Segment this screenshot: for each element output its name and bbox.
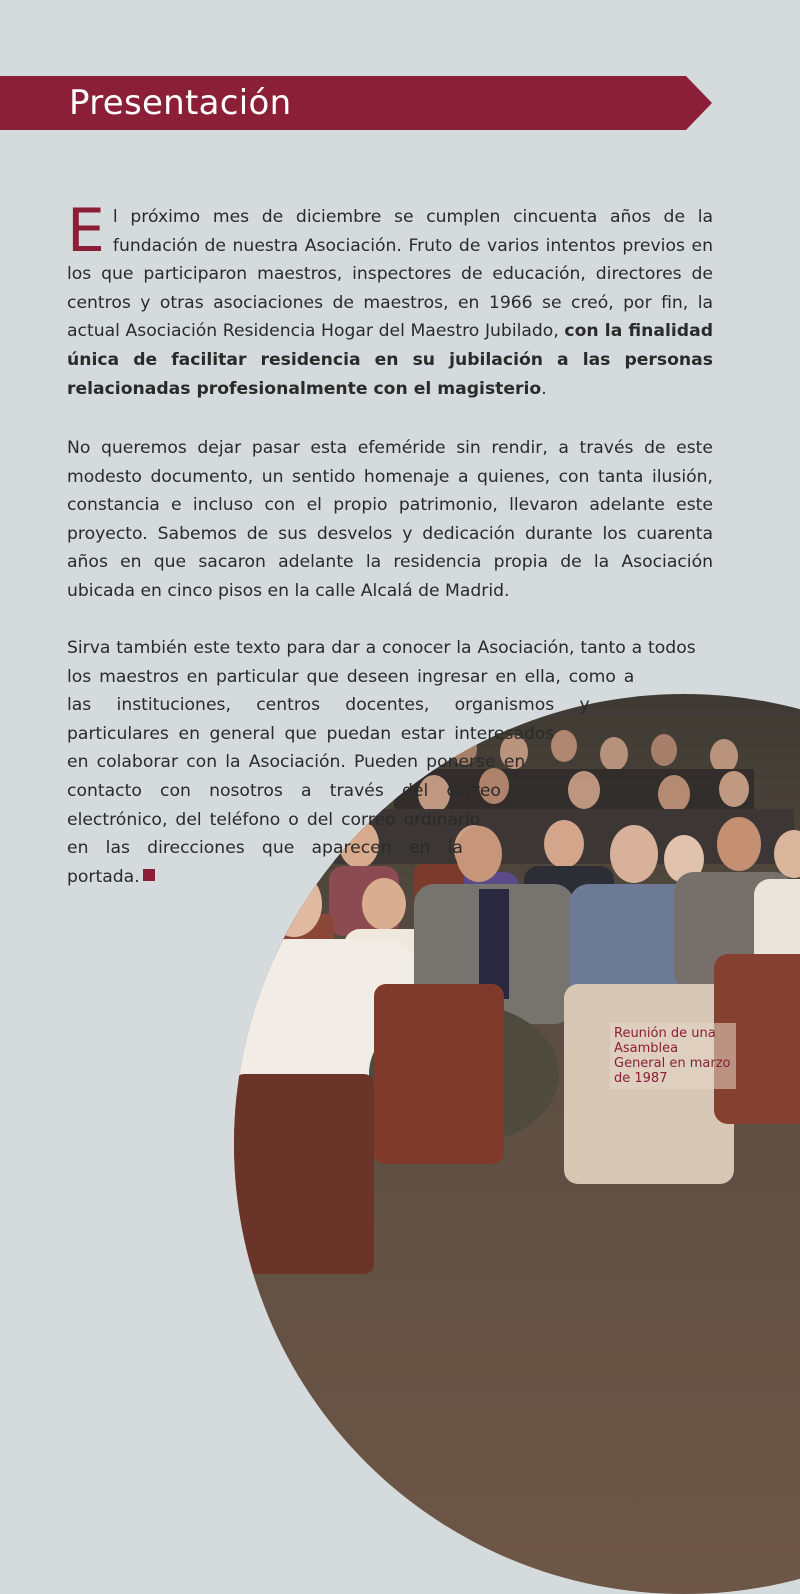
end-mark (143, 869, 155, 881)
intro-bold-text: con la finalidad única de facilitar residencia en su jubilación a las personas relacionadas profesionalmente con el magisterio (67, 321, 713, 399)
intro-paragraph (67, 196, 713, 403)
intro-text: l próximo mes de diciembre se cumplen cincuenta años de la fundación de nuestra Asociación. Fruto de varios intentos previos en los que participaron maestros, inspectores de educación, directores de centros y otras asociaciones de maestros, en 1966 se creó, por fin, la actual Asociación Residencia Hogar del Maestro Jubilado, (67, 207, 713, 342)
homage-paragraph: No queremos dejar pasar esta efeméride sin rendir, a través de este modesto documento, un sentido homenaje a quienes, con tanta ilusión, constancia e incluso con el propio patrimonio, llevaron adelante este proyecto. Sabemos de sus desvelos y dedicación durante los cuarenta años en que sacaron adelante la residencia propia de la Asociación ubicada en cinco pisos en la calle Alcalá de Madrid. (67, 438, 713, 601)
contact-text: Sirva también este texto para dar a conocer la Asociación, tanto a todos los maestros en particular que deseen ingresar en ella, como a las instituciones, centros docentes, organismos y particulares en general que puedan estar interesados en colaborar con la Asociación. Pueden ponerse en contacto con nosotros a través del correo electrónico, del teléfono o del correo ordinario en las direcciones que aparecen en la portada. (67, 638, 696, 887)
photo-caption: Reunión de una Asamblea General en marzo de 1987 (610, 1023, 736, 1089)
intro-end-text: . (541, 378, 547, 399)
title-banner (0, 76, 712, 130)
drop-cap: E (67, 196, 105, 266)
page-title: Presentación (69, 83, 292, 123)
